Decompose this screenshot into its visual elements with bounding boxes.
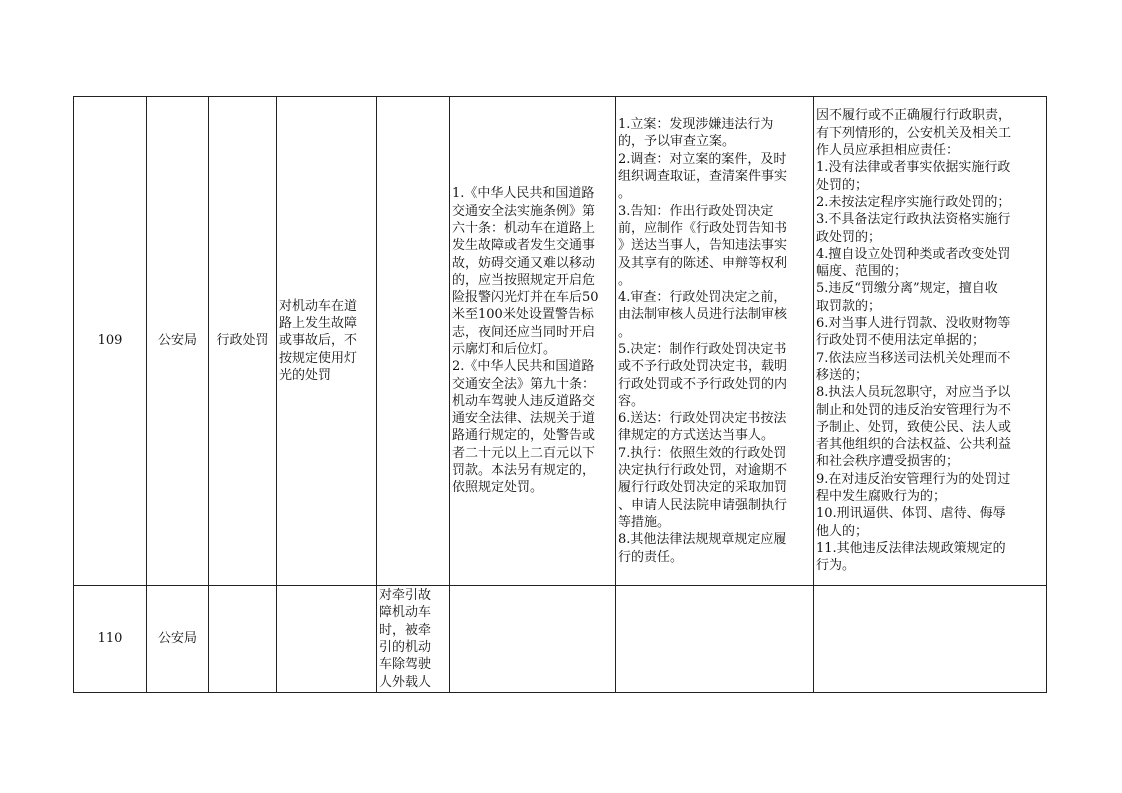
- responsibility-cell: [814, 97, 1047, 586]
- responsibility-line: 程中发生腐败行为的；: [816, 489, 947, 505]
- process-line: 容。: [618, 393, 645, 409]
- item-name-cell: [277, 586, 377, 693]
- responsibility-line: 作人员应承担相应责任：: [816, 143, 960, 159]
- responsibility-line: 处罚的；: [816, 177, 869, 193]
- process-line: 等措施。: [618, 514, 671, 530]
- legal-basis-line: 机动车驾驶人违反道路交: [452, 393, 596, 409]
- responsibility-line: 因不履行或不正确履行行政职责，: [816, 108, 1012, 124]
- item-name-line: 路上发生故障: [279, 316, 358, 332]
- sub-item-line: 人外载人: [379, 674, 432, 690]
- responsibility-line: 1.没有法律或者事实依据实施行政: [816, 160, 1011, 176]
- process-line: 及其享有的陈述、申辩等权利: [618, 255, 788, 271]
- process-line: 决定执行行政处罚，对逾期不: [618, 463, 788, 479]
- legal-basis-line: 路通行规定的，处警告或: [452, 428, 596, 444]
- process-line: 。: [618, 186, 632, 202]
- legal-basis-line: 1.《中华人民共和国道路: [452, 186, 595, 202]
- sub-item-line: 时，被牵: [379, 622, 432, 638]
- item-name-line: 光的处罚: [279, 367, 332, 383]
- responsibility-line: 2.未按法定程序实施行政处罚的；: [816, 194, 1011, 210]
- legal-basis-line: 通安全法律、法规关于道: [452, 411, 596, 427]
- process-line: 2.调查：对立案的案件，及时: [618, 151, 787, 167]
- process-line: 1.立案：发现涉嫌违法行为: [618, 117, 774, 133]
- responsibility-line: 6.对当事人进行罚款、没收财物等: [816, 316, 1011, 332]
- legal-basis-cell: [450, 97, 616, 586]
- department-cell: 公安局: [147, 97, 209, 586]
- responsibility-line: 9.在对违反治安管理行为的处罚过: [816, 471, 1011, 487]
- table-row: [74, 586, 1047, 693]
- process-line: 的，予以审查立案。: [618, 134, 736, 150]
- legal-basis-line: 罚款。本法另有规定的，: [452, 463, 596, 479]
- process-line: 3.告知：作出行政处罚决定: [618, 203, 774, 219]
- responsibility-line: 行政处罚不使用法定单据的；: [816, 333, 986, 349]
- responsibility-line: 4.擅自设立处罚种类或者改变处罚: [816, 246, 1011, 262]
- item-name-line: 按规定使用灯: [279, 350, 358, 366]
- sub-item-cell: [377, 586, 450, 693]
- process-line: 行政处罚或不予行政处罚的内: [618, 376, 788, 392]
- legal-basis-line: 发生故障或者发生交通事: [452, 238, 596, 254]
- responsibility-line: 取罚款的；: [816, 298, 882, 314]
- responsibility-line: 有下列情形的，公安机关及相关工: [816, 125, 1012, 141]
- row-number-cell: 110: [74, 586, 147, 693]
- power-type-cell: 行政处罚: [209, 97, 277, 586]
- process-cell: [616, 97, 814, 586]
- process-line: 7.执行：依照生效的行政处罚: [618, 445, 787, 461]
- sub-item-line: 车除驾驶: [379, 657, 432, 673]
- legal-basis-line: 的，应当按照规定开启危: [452, 272, 596, 288]
- item-name-cell: [277, 97, 377, 586]
- responsibility-line: 移送的；: [816, 367, 869, 383]
- duty-list-table: [73, 96, 1047, 693]
- process-line: 。: [618, 324, 632, 340]
- responsibility-line: 予制止、处罚，致使公民、法人或: [816, 419, 1012, 435]
- responsibility-line: 和社会秩序遭受损害的；: [816, 454, 960, 470]
- legal-basis-line: 依照规定处罚。: [452, 480, 544, 496]
- legal-basis-line: 示廓灯和后位灯。: [452, 342, 557, 357]
- process-line: 或不予行政处罚决定书，载明: [618, 359, 788, 375]
- table-row: [74, 97, 1047, 586]
- legal-basis-line: 险报警闪光灯并在车后50: [452, 290, 599, 306]
- sub-item-line: 引的机动: [379, 640, 432, 655]
- process-line: 8.其他法律法规规章规定应履: [618, 532, 787, 548]
- legal-basis-line: 交通安全法》第九十条：: [452, 376, 596, 392]
- responsibility-line: 幅度、范围的；: [816, 264, 908, 280]
- responsibility-line: 制止和处罚的违反治安管理行为不: [816, 402, 1012, 418]
- process-line: 。: [618, 272, 632, 288]
- sub-item-cell: [377, 97, 450, 586]
- sub-item-line: 障机动车: [379, 605, 432, 621]
- process-line: 律规定的方式送达当事人。: [618, 428, 775, 444]
- legal-basis-line: 者二十元以上二百元以下: [452, 445, 596, 461]
- responsibility-line: 政处罚的；: [816, 229, 882, 245]
- responsibility-line: 他人的；: [816, 523, 869, 539]
- legal-basis-cell: [450, 586, 616, 693]
- legal-basis-line: 故，妨碍交通又难以移动: [452, 255, 596, 271]
- process-line: 由法制审核人员进行法制审核: [618, 307, 788, 323]
- responsibility-line: 10.刑讯逼供、体罚、虐待、侮辱: [816, 506, 1006, 522]
- responsibility-line: 行为。: [816, 558, 856, 574]
- responsibility-line: 5.违反“罚缴分离”规定，擅自收: [816, 281, 998, 297]
- responsibility-line: 8.执法人员玩忽职守，对应当予以: [816, 385, 1011, 401]
- responsibility-line: 11.其他违反法律法规政策规定的: [816, 540, 1006, 556]
- legal-basis-line: 米至100米处设置警告标: [452, 307, 594, 323]
- process-line: 履行行政处罚决定的采取加罚: [618, 480, 788, 496]
- process-cell: [616, 586, 814, 693]
- process-line: 组织调查取证，查清案件事实: [618, 169, 788, 185]
- process-line: 》送达当事人，告知违法事实: [618, 238, 788, 254]
- process-line: 行的责任。: [618, 549, 684, 565]
- department-cell: 公安局: [147, 586, 209, 693]
- process-line: 4.审查：行政处罚决定之前，: [618, 290, 787, 306]
- responsibility-line: 3.不具备法定行政执法资格实施行: [816, 212, 1011, 228]
- legal-basis-line: 六十条：机动车在道路上: [452, 220, 596, 236]
- sub-item-line: 对牵引故: [379, 588, 432, 604]
- responsibility-cell: [814, 586, 1047, 693]
- process-line: 5.决定：制作行政处罚决定书: [618, 342, 787, 357]
- legal-basis-line: 2.《中华人民共和国道路: [452, 359, 595, 375]
- item-name-line: 对机动车在道: [279, 298, 358, 314]
- process-line: 、申请人民法院申请强制执行: [618, 497, 788, 513]
- power-type-cell: [209, 586, 277, 693]
- responsibility-line: 7.依法应当移送司法机关处理而不: [816, 350, 1011, 366]
- process-line: 6.送达：行政处罚决定书按法: [618, 411, 787, 427]
- process-line: 前，应制作《行政处罚告知书: [618, 220, 788, 236]
- legal-basis-line: 交通安全法实施条例》第: [452, 203, 596, 219]
- row-number-cell: 109: [74, 97, 147, 586]
- item-name-line: 或事故后，不: [279, 333, 358, 349]
- legal-basis-line: 志，夜间还应当同时开启: [452, 324, 596, 340]
- responsibility-line: 者其他组织的合法权益、公共利益: [816, 437, 1012, 453]
